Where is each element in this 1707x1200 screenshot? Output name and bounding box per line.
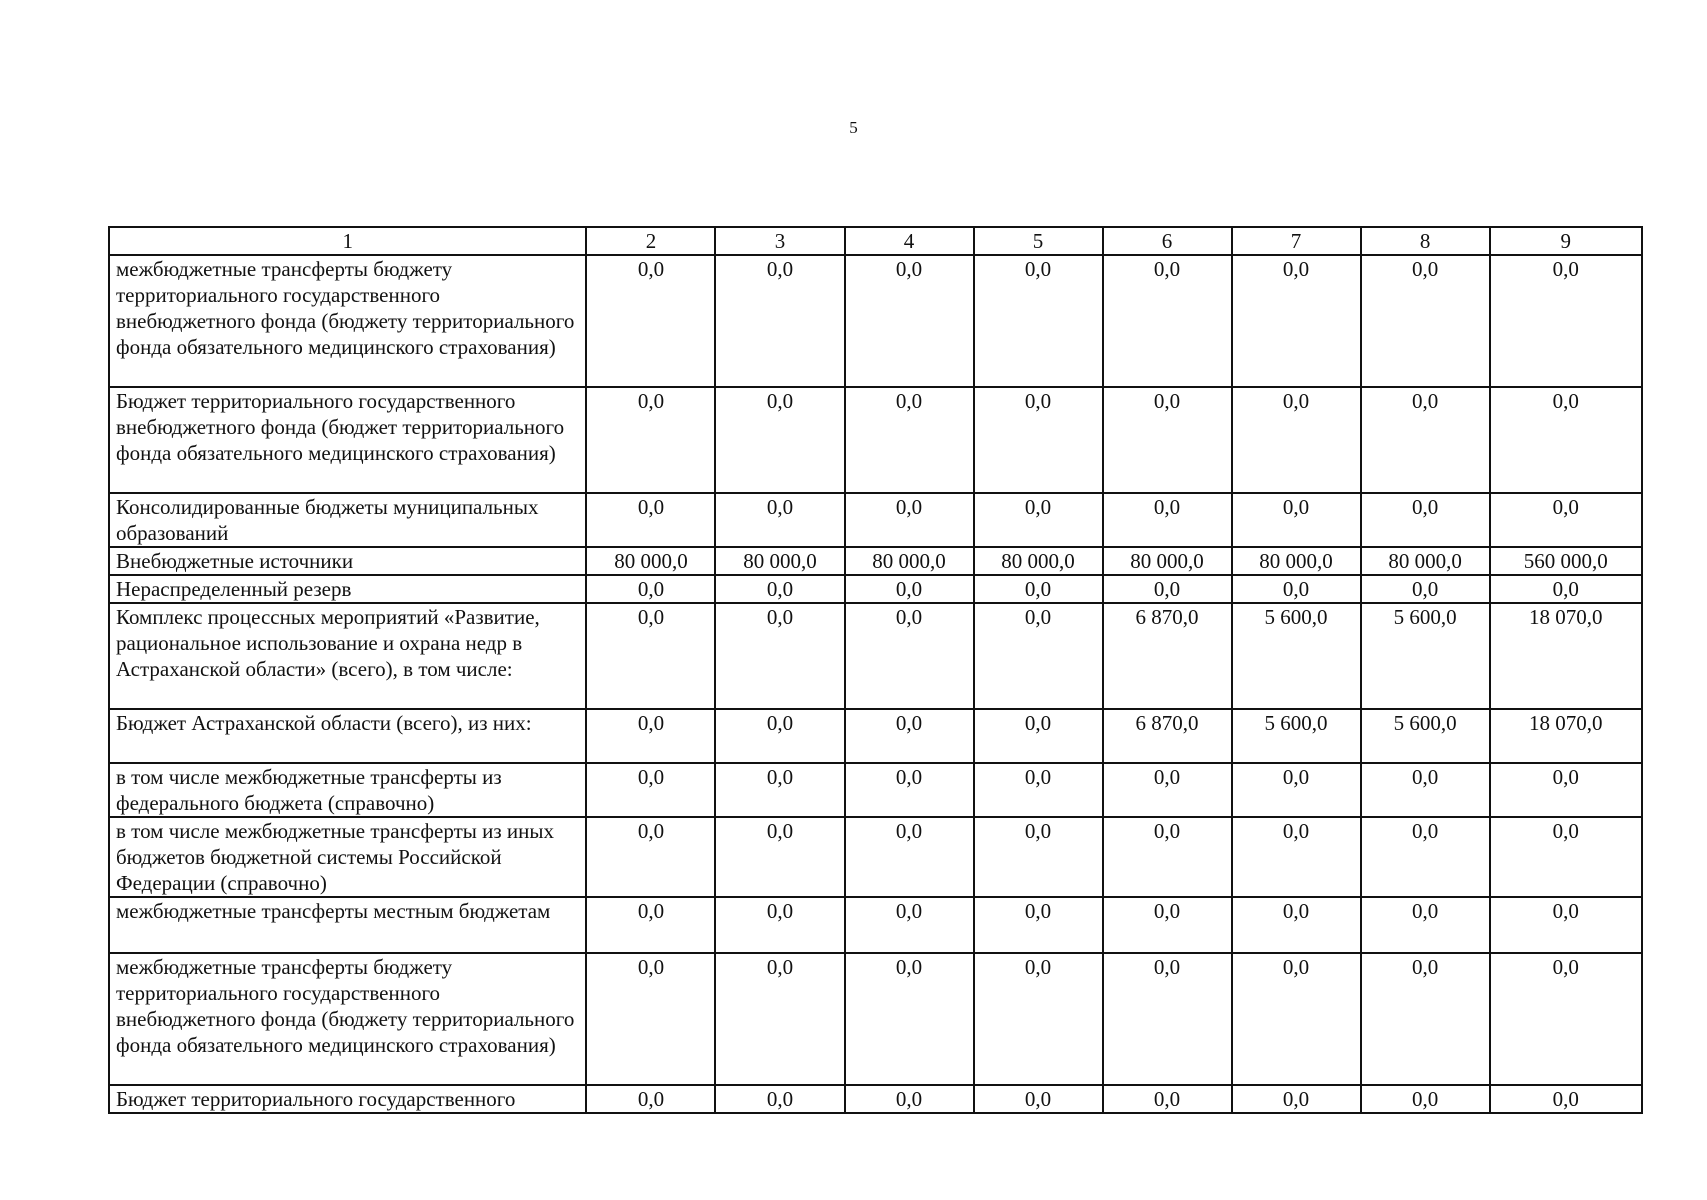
table-row: [109, 387, 1642, 493]
cell-value: 0,0: [974, 709, 1103, 763]
cell-value: 0,0: [1232, 493, 1361, 547]
cell-value: 0,0: [586, 1085, 715, 1113]
cell-value: 0,0: [1361, 1085, 1490, 1113]
cell-value: 0,0: [715, 817, 844, 897]
row-label: межбюджетные трансферты местным бюджетам: [109, 897, 586, 953]
cell-value: 0,0: [1361, 255, 1490, 387]
cell-value: 0,0: [845, 493, 974, 547]
cell-value: 0,0: [1490, 493, 1642, 547]
row-label: Консолидированные бюджеты муниципальных образований: [109, 493, 586, 547]
cell-value: 0,0: [1232, 897, 1361, 953]
cell-value: 0,0: [1103, 953, 1232, 1085]
cell-value: 0,0: [1232, 953, 1361, 1085]
cell-value: 80 000,0: [1361, 547, 1490, 575]
table-row: [109, 953, 1642, 1085]
cell-value: 0,0: [715, 763, 844, 817]
row-label: в том числе межбюджетные трансферты из федерального бюджета (справочно): [109, 763, 586, 817]
cell-value: 0,0: [1103, 575, 1232, 603]
cell-value: 18 070,0: [1490, 709, 1642, 763]
cell-value: 0,0: [1490, 1085, 1642, 1113]
cell-value: 0,0: [715, 709, 844, 763]
cell-value: 0,0: [1490, 575, 1642, 603]
cell-value: 0,0: [1490, 387, 1642, 493]
cell-value: 0,0: [1490, 763, 1642, 817]
cell-value: 0,0: [586, 709, 715, 763]
row-label: Бюджет территориального государственного: [109, 1085, 586, 1113]
column-header: 9: [1490, 227, 1642, 255]
cell-value: 0,0: [845, 255, 974, 387]
row-label: межбюджетные трансферты бюджету территориального государственного внебюджетного фонда (бюджету территориального фонда обязательного медицинского страхования): [109, 953, 586, 1085]
cell-value: 0,0: [715, 953, 844, 1085]
cell-value: 0,0: [1232, 763, 1361, 817]
cell-value: 0,0: [974, 575, 1103, 603]
cell-value: 0,0: [974, 817, 1103, 897]
cell-value: 0,0: [1103, 255, 1232, 387]
table-row: [109, 493, 1642, 547]
cell-value: 5 600,0: [1232, 603, 1361, 709]
cell-value: 0,0: [586, 817, 715, 897]
cell-value: 80 000,0: [1103, 547, 1232, 575]
cell-value: 0,0: [1361, 763, 1490, 817]
cell-value: 0,0: [845, 897, 974, 953]
cell-value: 6 870,0: [1103, 709, 1232, 763]
table-row: [109, 603, 1642, 709]
cell-value: 80 000,0: [715, 547, 844, 575]
row-label: межбюджетные трансферты бюджету территориального государственного внебюджетного фонда (бюджету территориального фонда обязательного медицинского страхования): [109, 255, 586, 387]
cell-value: 0,0: [974, 953, 1103, 1085]
cell-value: 0,0: [1103, 1085, 1232, 1113]
cell-value: 0,0: [1490, 897, 1642, 953]
column-header: 1: [109, 227, 586, 255]
column-header: 6: [1103, 227, 1232, 255]
cell-value: 0,0: [1490, 953, 1642, 1085]
cell-value: 0,0: [715, 575, 844, 603]
cell-value: 0,0: [586, 603, 715, 709]
cell-value: 0,0: [845, 953, 974, 1085]
column-header: 4: [845, 227, 974, 255]
cell-value: 0,0: [1103, 493, 1232, 547]
row-label: Бюджет Астраханской области (всего), из них:: [109, 709, 586, 763]
row-label: Бюджет территориального государственного внебюджетного фонда (бюджет территориального фонда обязательного медицинского страхования): [109, 387, 586, 493]
cell-value: 0,0: [845, 1085, 974, 1113]
cell-value: 0,0: [715, 493, 844, 547]
cell-value: 0,0: [1361, 817, 1490, 897]
table-row: [109, 709, 1642, 763]
table-row: [109, 763, 1642, 817]
cell-value: 0,0: [586, 387, 715, 493]
cell-value: 0,0: [1103, 897, 1232, 953]
cell-value: 0,0: [845, 387, 974, 493]
cell-value: 0,0: [715, 1085, 844, 1113]
cell-value: 5 600,0: [1361, 603, 1490, 709]
cell-value: 0,0: [845, 817, 974, 897]
cell-value: 0,0: [974, 763, 1103, 817]
cell-value: 18 070,0: [1490, 603, 1642, 709]
cell-value: 5 600,0: [1361, 709, 1490, 763]
cell-value: 0,0: [845, 575, 974, 603]
cell-value: 0,0: [1361, 493, 1490, 547]
page-number: 5: [849, 118, 858, 137]
cell-value: 0,0: [586, 897, 715, 953]
cell-value: 0,0: [715, 897, 844, 953]
cell-value: 0,0: [974, 1085, 1103, 1113]
cell-value: 0,0: [845, 603, 974, 709]
table-row: [109, 1085, 1642, 1113]
row-label: Внебюджетные источники: [109, 547, 586, 575]
table-row: [109, 575, 1642, 603]
cell-value: 0,0: [586, 953, 715, 1085]
cell-value: 0,0: [845, 763, 974, 817]
row-label: Комплекс процессных мероприятий «Развитие, рациональное использование и охрана недр в Астраханской области» (всего), в том числе:: [109, 603, 586, 709]
table-row: [109, 255, 1642, 387]
cell-value: 0,0: [974, 493, 1103, 547]
cell-value: 0,0: [1232, 387, 1361, 493]
column-number-row: [109, 227, 1642, 255]
cell-value: 0,0: [715, 255, 844, 387]
budget-table: [108, 226, 1643, 1114]
table-row: [109, 547, 1642, 575]
cell-value: 0,0: [586, 763, 715, 817]
cell-value: 560 000,0: [1490, 547, 1642, 575]
column-header: 8: [1361, 227, 1490, 255]
cell-value: 0,0: [1361, 575, 1490, 603]
cell-value: 0,0: [586, 575, 715, 603]
column-header: 7: [1232, 227, 1361, 255]
cell-value: 0,0: [1361, 953, 1490, 1085]
cell-value: 0,0: [845, 709, 974, 763]
cell-value: 0,0: [715, 603, 844, 709]
row-label: в том числе межбюджетные трансферты из иных бюджетов бюджетной системы Российской Федерации (справочно): [109, 817, 586, 897]
column-header: 2: [586, 227, 715, 255]
cell-value: 0,0: [974, 603, 1103, 709]
cell-value: 5 600,0: [1232, 709, 1361, 763]
cell-value: 0,0: [974, 255, 1103, 387]
cell-value: 0,0: [974, 897, 1103, 953]
cell-value: 0,0: [1103, 763, 1232, 817]
row-label: Нераспределенный резерв: [109, 575, 586, 603]
cell-value: 0,0: [1232, 575, 1361, 603]
cell-value: 0,0: [1490, 817, 1642, 897]
column-header: 3: [715, 227, 844, 255]
cell-value: 0,0: [1232, 1085, 1361, 1113]
table-row: [109, 897, 1642, 953]
cell-value: 0,0: [715, 387, 844, 493]
cell-value: 80 000,0: [845, 547, 974, 575]
cell-value: 80 000,0: [1232, 547, 1361, 575]
cell-value: 6 870,0: [1103, 603, 1232, 709]
cell-value: 0,0: [586, 255, 715, 387]
cell-value: 0,0: [1490, 255, 1642, 387]
cell-value: 80 000,0: [586, 547, 715, 575]
cell-value: 0,0: [1361, 387, 1490, 493]
cell-value: 0,0: [1232, 255, 1361, 387]
cell-value: 0,0: [1103, 817, 1232, 897]
cell-value: 0,0: [974, 387, 1103, 493]
cell-value: 0,0: [586, 493, 715, 547]
cell-value: 0,0: [1232, 817, 1361, 897]
table-row: [109, 817, 1642, 897]
cell-value: 0,0: [1103, 387, 1232, 493]
cell-value: 80 000,0: [974, 547, 1103, 575]
cell-value: 0,0: [1361, 897, 1490, 953]
column-header: 5: [974, 227, 1103, 255]
